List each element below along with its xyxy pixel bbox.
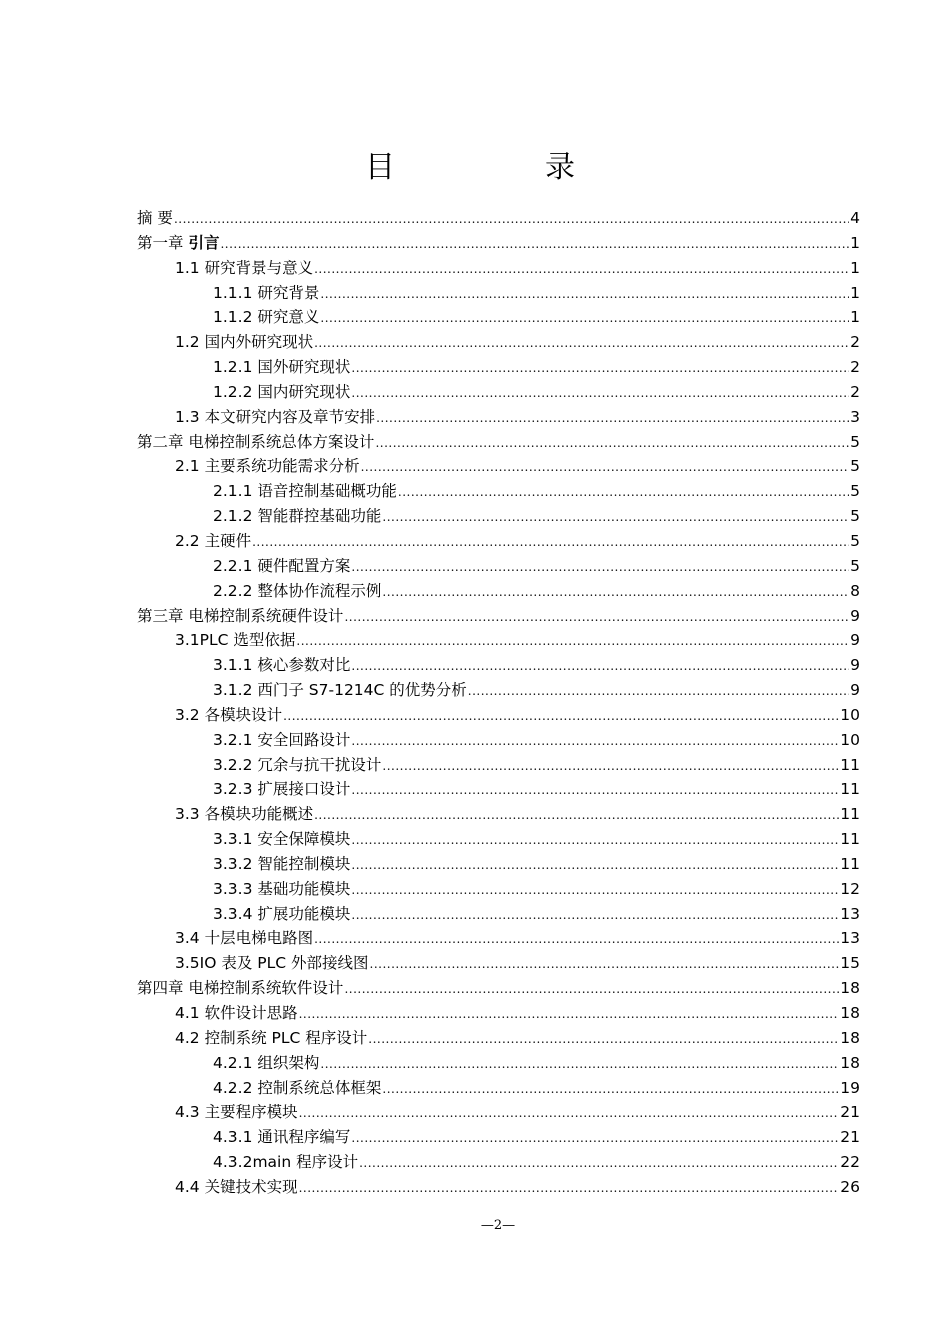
toc-entry-page-number: 2 [850, 358, 860, 377]
toc-entry-label [213, 1051, 319, 1076]
toc-entry[interactable] [137, 529, 860, 554]
toc-entry-page-number: 1 [850, 308, 860, 327]
toc-entry-label-text: 3.3.1 安全保障模块 [213, 830, 351, 849]
toc-entry-page-number: 13 [840, 904, 860, 923]
dot-leader [220, 232, 849, 257]
toc-entry-label-text: 2.1.2 智能群控基础功能 [213, 507, 382, 526]
dot-leader [351, 778, 839, 803]
toc-entry-label [213, 281, 319, 306]
toc-entry-label [213, 827, 350, 852]
toc-entry[interactable] [137, 1175, 860, 1200]
table-of-contents [137, 206, 860, 1200]
toc-entry-label-text: 3.3.3 基础功能模块 [213, 879, 351, 898]
toc-entry-label-text: 3.3 各模块功能概述 [175, 805, 314, 824]
dot-leader [314, 803, 839, 828]
toc-entry-label [137, 604, 343, 629]
toc-entry-label-text: 4.2 控制系统 PLC 程序设计 [175, 1028, 368, 1047]
toc-entry-page-number: 18 [840, 979, 860, 998]
toc-entry-label-text: 4.4 关键技术实现 [175, 1177, 298, 1196]
toc-entry-label-bold: 引言 [188, 233, 220, 252]
dot-leader [468, 679, 849, 704]
dot-leader [382, 1077, 839, 1102]
toc-entry[interactable] [137, 827, 860, 852]
dot-leader [299, 1002, 840, 1027]
toc-entry[interactable] [137, 926, 860, 951]
dot-leader [370, 952, 840, 977]
toc-entry-label-text: 1.1.1 研究背景 [213, 283, 320, 302]
toc-entry-label [175, 1026, 367, 1051]
toc-entry-label-text: 3.3.2 智能控制模块 [213, 854, 351, 873]
dot-leader [351, 729, 839, 754]
toc-entry-label-text: 3.2.3 扩展接口设计 [213, 780, 351, 799]
toc-entry-label [213, 728, 350, 753]
dot-leader [314, 257, 849, 282]
toc-entry-page-number: 3 [850, 407, 860, 426]
dot-leader [351, 381, 849, 406]
toc-entry-label-text: 摘 要 [137, 209, 173, 227]
toc-entry-label-text: 4.3.1 通讯程序编写 [213, 1128, 351, 1147]
toc-entry-label-text: 4.2.1 组织架构 [213, 1053, 320, 1072]
toc-entry-label [175, 529, 251, 554]
toc-entry-page-number: 9 [850, 656, 860, 675]
dot-leader [174, 207, 849, 232]
toc-entry[interactable] [137, 256, 860, 281]
dot-leader [361, 455, 850, 480]
toc-entry-label [213, 653, 350, 678]
toc-entry-label-text: 2.2.1 硬件配置方案 [213, 556, 351, 575]
toc-entry-label [175, 951, 369, 976]
toc-entry[interactable] [137, 1125, 860, 1150]
toc-entry[interactable] [137, 305, 860, 330]
toc-entry-page-number: 19 [840, 1078, 860, 1097]
dot-leader [344, 977, 839, 1002]
toc-entry-label-text: 4.3 主要程序模块 [175, 1103, 298, 1122]
toc-entry-page-number: 5 [850, 457, 860, 476]
toc-entry-label-text: 1.2 国内外研究现状 [175, 333, 314, 352]
dot-leader [320, 1052, 839, 1077]
dot-leader [314, 927, 839, 952]
toc-entry-page-number: 18 [840, 1028, 860, 1047]
toc-entry[interactable] [137, 454, 860, 479]
toc-entry-label [213, 554, 350, 579]
toc-entry[interactable] [137, 628, 860, 653]
toc-entry-label [137, 430, 374, 455]
dot-leader [382, 580, 849, 605]
toc-entry-label [213, 852, 350, 877]
toc-entry[interactable] [137, 951, 860, 976]
toc-entry-label-text: 4.2.2 控制系统总体框架 [213, 1078, 382, 1097]
toc-entry-page-number: 12 [840, 879, 860, 898]
dot-leader [252, 530, 849, 555]
toc-entry-label [213, 902, 350, 927]
toc-entry-page-number: 13 [840, 929, 860, 948]
toc-entry-label [175, 628, 295, 653]
toc-entry[interactable] [137, 653, 860, 678]
toc-entry[interactable] [137, 1001, 860, 1026]
toc-entry-label [175, 330, 313, 355]
toc-entry-label [175, 703, 282, 728]
toc-entry-label [213, 380, 350, 405]
toc-entry-label [213, 678, 467, 703]
toc-entry-page-number: 5 [850, 507, 860, 526]
dot-leader [359, 1151, 839, 1176]
toc-entry[interactable] [137, 852, 860, 877]
toc-entry-label-text: 3.4 十层电梯电路图 [175, 929, 314, 948]
dot-leader [299, 1176, 840, 1201]
dot-leader [299, 1101, 840, 1126]
toc-entry-page-number: 9 [850, 631, 860, 650]
toc-entry-label [213, 1150, 358, 1175]
toc-entry-label [137, 976, 343, 1001]
toc-entry-label [213, 753, 381, 778]
toc-entry[interactable] [137, 405, 860, 430]
toc-entry-page-number: 9 [850, 681, 860, 700]
toc-entry[interactable] [137, 281, 860, 306]
toc-entry-label-text: 第二章 电梯控制系统总体方案设计 [137, 432, 375, 451]
dot-leader [375, 431, 849, 456]
dot-leader [382, 754, 839, 779]
toc-entry-page-number: 2 [850, 382, 860, 401]
toc-entry[interactable] [137, 231, 860, 256]
toc-entry[interactable] [137, 777, 860, 802]
toc-entry[interactable] [137, 479, 860, 504]
dot-leader [351, 1126, 839, 1151]
toc-entry-page-number: 11 [840, 755, 860, 774]
toc-entry-label [175, 802, 313, 827]
toc-entry-label-text: 第三章 电梯控制系统硬件设计 [137, 606, 344, 625]
toc-entry[interactable] [137, 1051, 860, 1076]
toc-entry-label-text: 3.5IO 表及 PLC 外部接线图 [175, 954, 369, 973]
toc-entry-page-number: 5 [850, 482, 860, 501]
dot-leader [398, 480, 849, 505]
toc-entry[interactable] [137, 678, 860, 703]
dot-leader [283, 704, 839, 729]
dot-leader [376, 406, 849, 431]
dot-leader [314, 331, 849, 356]
toc-entry-label [213, 504, 381, 529]
dot-leader [351, 828, 839, 853]
dot-leader [344, 605, 849, 630]
toc-entry-label-text: 1.2.1 国外研究现状 [213, 358, 351, 377]
dot-leader [320, 306, 849, 331]
toc-entry[interactable] [137, 504, 860, 529]
toc-entry[interactable] [137, 902, 860, 927]
toc-entry-page-number: 5 [850, 432, 860, 451]
toc-entry-label [175, 1001, 298, 1026]
toc-entry-page-number: 26 [840, 1177, 860, 1196]
toc-entry[interactable] [137, 1150, 860, 1175]
toc-entry-label [137, 206, 173, 231]
dot-leader [351, 356, 849, 381]
toc-entry-label [175, 1100, 298, 1125]
toc-entry[interactable] [137, 604, 860, 629]
toc-entry-page-number: 11 [840, 854, 860, 873]
toc-entry-page-number: 21 [840, 1128, 860, 1147]
toc-entry-label [213, 579, 381, 604]
dot-leader [351, 654, 849, 679]
toc-entry-page-number: 22 [840, 1153, 860, 1172]
dot-leader [351, 903, 839, 928]
toc-entry[interactable] [137, 728, 860, 753]
toc-entry[interactable] [137, 703, 860, 728]
page-number-footer: —2— [480, 1218, 516, 1233]
toc-entry-label-text: 2.1 主要系统功能需求分析 [175, 457, 360, 476]
dot-leader [351, 853, 839, 878]
toc-entry[interactable] [137, 380, 860, 405]
toc-entry-page-number: 11 [840, 805, 860, 824]
toc-entry-label-text: 3.1.2 西门子 S7-1214C 的优势分析 [213, 681, 467, 700]
toc-entry-label-text: 1.1 研究背景与意义 [175, 258, 314, 277]
dot-leader [351, 878, 839, 903]
toc-entry-label-text: 1.3 本文研究内容及章节安排 [175, 407, 376, 426]
toc-entry-page-number: 2 [850, 333, 860, 352]
toc-entry-page-number: 4 [850, 209, 860, 227]
toc-entry-page-number: 11 [840, 830, 860, 849]
toc-entry-label [175, 454, 360, 479]
toc-entry-label-text: 3.1.1 核心参数对比 [213, 656, 351, 675]
toc-entry-label [213, 355, 350, 380]
toc-entry-label [213, 777, 350, 802]
toc-entry-page-number: 15 [840, 954, 860, 973]
toc-entry-label [213, 1076, 381, 1101]
toc-entry-label-text: 1.1.2 研究意义 [213, 308, 320, 327]
toc-entry-page-number: 5 [850, 556, 860, 575]
toc-entry-label [175, 926, 313, 951]
toc-entry[interactable] [137, 753, 860, 778]
toc-entry-page-number: 9 [850, 606, 860, 625]
toc-entry[interactable] [137, 330, 860, 355]
toc-entry-label [213, 877, 350, 902]
toc-entry-label-text: 第四章 电梯控制系统软件设计 [137, 979, 344, 998]
toc-entry-page-number: 11 [840, 780, 860, 799]
toc-entry-label [213, 479, 397, 504]
toc-entry-label [213, 305, 319, 330]
toc-entry-label [175, 1175, 298, 1200]
toc-entry-label-text: 2.2 主硬件 [175, 531, 252, 550]
toc-entry-label-text: 4.3.2main 程序设计 [213, 1153, 359, 1172]
dot-leader [320, 282, 849, 307]
dot-leader [296, 629, 849, 654]
toc-entry-page-number: 18 [840, 1004, 860, 1022]
toc-entry-label-text: 3.2.1 安全回路设计 [213, 730, 351, 749]
dot-leader [382, 505, 849, 530]
toc-entry-label-text: 3.1PLC 选型依据 [175, 631, 296, 650]
toc-entry-label-text: 1.2.2 国内研究现状 [213, 382, 351, 401]
toc-entry-label [175, 256, 313, 281]
toc-entry-label-text: 2.2.2 整体协作流程示例 [213, 581, 382, 600]
toc-entry[interactable] [137, 554, 860, 579]
toc-entry[interactable] [137, 976, 860, 1001]
toc-entry[interactable] [137, 579, 860, 604]
toc-entry[interactable] [137, 1026, 860, 1051]
toc-entry-page-number: 5 [850, 531, 860, 550]
dot-leader [351, 555, 849, 580]
toc-entry-label-text: 3.2 各模块设计 [175, 705, 283, 724]
toc-entry-label-text: 第一章 [137, 233, 189, 252]
toc-entry-page-number: 21 [840, 1103, 860, 1122]
page-title: 目 录 [365, 150, 635, 185]
toc-entry[interactable] [137, 430, 860, 455]
toc-entry[interactable] [137, 802, 860, 827]
toc-entry[interactable] [137, 1076, 860, 1101]
dot-leader [368, 1027, 839, 1052]
toc-entry-label [175, 405, 375, 430]
toc-entry[interactable] [137, 206, 860, 231]
toc-entry-label-text: 4.1 软件设计思路 [175, 1004, 298, 1022]
toc-entry-page-number: 1 [850, 283, 860, 302]
toc-entry-page-number: 1 [850, 233, 860, 252]
toc-entry-page-number: 1 [850, 258, 860, 277]
toc-entry-label [213, 1125, 350, 1150]
toc-entry[interactable] [137, 877, 860, 902]
toc-entry[interactable] [137, 1100, 860, 1125]
toc-entry-label-text: 3.2.2 冗余与抗干扰设计 [213, 755, 382, 774]
toc-entry-label-text: 3.3.4 扩展功能模块 [213, 904, 351, 923]
toc-entry-page-number: 10 [840, 705, 860, 724]
toc-entry-label-text: 2.1.1 语音控制基础概功能 [213, 482, 397, 501]
toc-entry-label [137, 231, 219, 256]
toc-entry[interactable] [137, 355, 860, 380]
toc-entry-page-number: 10 [840, 730, 860, 749]
toc-entry-page-number: 8 [850, 581, 860, 600]
toc-entry-page-number: 18 [840, 1053, 860, 1072]
